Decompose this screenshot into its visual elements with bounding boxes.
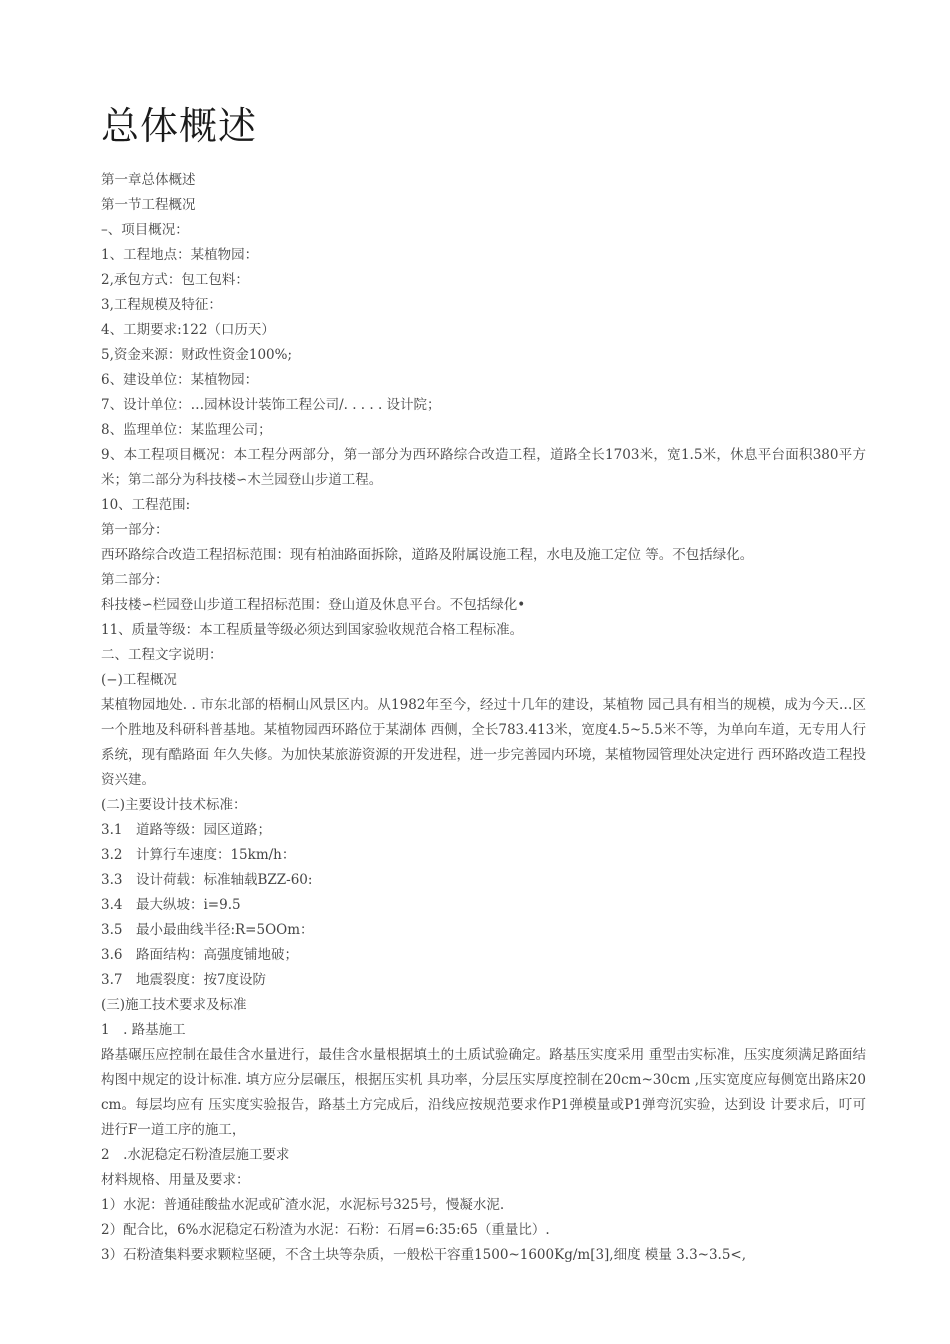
paragraph: 科技楼∽栏园登山步道工程招标范围：登山道及休息平台。不包括绿化• [101,597,526,613]
paragraph: 3.2 计算行车速度：15km/h： [101,847,296,863]
paragraph: 1 . 路基施工 [101,1022,186,1038]
paragraph: 4、工期要求:122（口历天） [101,322,275,338]
paragraph: 10、工程范围: [101,497,191,513]
chapter-heading: 第一章总体概述 [101,172,196,188]
paragraph: 11、质量等级：本工程质量等级必须达到国家验收规范合格工程标准。 [101,622,524,638]
paragraph: 西环路综合改造工程招标范围：现有柏油路面拆除，道路及附属设施工程，水电及施工定位 等。不包括绿化。 [101,547,754,563]
paragraph: 9、本工程项目概况：本工程分两部分，第一部分为西环路综合改造工程，道路全长1703米，宽1.5米，休息平台面积380平方米；第二部分为科技楼∽木兰园登山步道工程。 [101,447,866,488]
document-page [101,100,866,1268]
paragraph: 第一部分： [101,522,169,538]
paragraph: 第二部分： [101,572,169,588]
paragraph: 某植物园地处. . 市东北部的梧桐山风景区内。从1982年至今，经过十几年的建设，某植物 园己具有相当的规模，成为今天…区一个胜地及科研科普基地。某植物园西环路位于某湖体 西侧，全长783.413米，宽度4.5~5.5米不等，为单向车道，无专用人行系统，现有酷路面 年久失修。为加快某旅游资源的开发进程，进一步完善园内环境，某植物园管理处决定进行 西环路改造工程投资兴建。 [101,697,866,788]
paragraph: 7、设计单位：…园林设计装饰工程公司/. . . . . 设计院； [101,397,441,413]
paragraph: 2 .水泥稳定石粉渣层施工要求 [101,1147,290,1163]
paragraph: 3）石粉渣集料要求颗粒坚硬，不含土块等杂质，一般松干容重1500~1600Kg/m[3],细度 模量 3.3~3.5<, [101,1247,747,1263]
paragraph: 3.7 地震裂度：按7度设防 [101,972,267,988]
paragraph: 1）水泥：普通硅酸盐水泥或矿渣水泥，水泥标号325号，慢凝水泥. [101,1197,505,1213]
document-title: 总体概述 [101,104,258,148]
section-heading: 第一节工程概况 [101,197,196,213]
paragraph: (二)主要设计技术标准： [101,797,247,813]
paragraph: 材料规格、用量及要求： [101,1172,250,1188]
paragraph: (三)施工技术要求及标准 [101,997,247,1013]
paragraph: 5,资金来源：财政性资金100%; [101,347,293,363]
paragraph: 1、工程地点：某植物园： [101,247,259,263]
paragraph: 6、建设单位：某植物园： [101,372,259,388]
paragraph: 3,工程规模及特征： [101,297,222,313]
paragraph: 3.1 道路等级：园区道路； [101,822,271,838]
paragraph: 2,承包方式：包工包料： [101,272,249,288]
paragraph: 3.6 路面结构：高强度铺地破； [101,947,298,963]
paragraph: 3.4 最大纵坡：i=9.5 [101,897,241,913]
paragraph: 路基碾压应控制在最佳含水量进行，最佳含水量根据填土的土质试验确定。路基压实度采用 重型击实标准，压实度须满足路面结构图中规定的设计标准. 填方应分层碾压，根据压实机 具功率，分层压实厚度控制在20cm~30cm ,压实宽度应每侧宽出路床20cm。每层均应有 压实度实验报告，路基土方完成后，沿线应按规范要求作P1弹模量或P1弹弯沉实验，达到设 计要求后，叮可进行F一道工序的施工， [101,1047,866,1138]
paragraph: 3.3 设计荷载：标准轴载BZZ-60: [101,872,313,888]
paragraph: 8、监理单位：某监理公司； [101,422,272,438]
paragraph: 二、工程文字说明： [101,647,223,663]
paragraph: (−)工程概况 [101,672,177,688]
paragraph: –、项目概况： [101,222,189,238]
paragraph: 3.5 最小最曲线半径:R=5OOm： [101,922,314,938]
document-body [101,168,866,1268]
paragraph: 2）配合比，6%水泥稳定石粉渣为水泥：石粉：石屑=6:35:65（重量比）. [101,1222,550,1238]
